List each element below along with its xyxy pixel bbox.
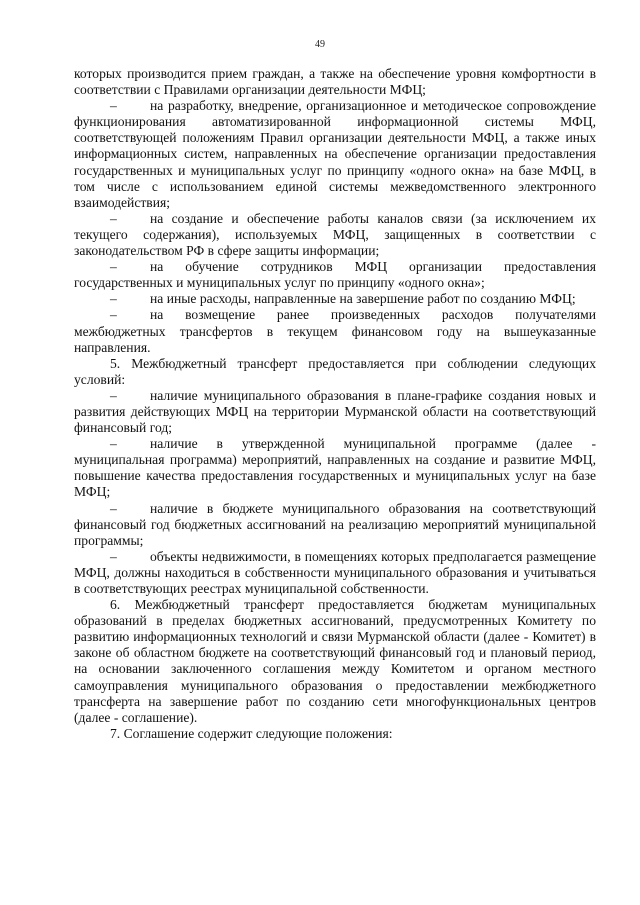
numbered-paragraph: 5. Межбюджетный трансферт предоставляется при соблюдении следующих условий:: [74, 355, 596, 387]
list-item-dash: [74, 291, 596, 307]
numbered-paragraph: 7. Соглашение содержит следующие положения:: [110, 725, 393, 741]
list-item-text: наличие в утвержденной муниципальной программе (далее - муниципальная программа) мероприятий, направленных на создание и развитие МФЦ, повышение качества предоставления государственных и муниципальных услуг на базе МФЦ;: [74, 436, 596, 500]
list-item-dash: [74, 98, 596, 211]
list-item-text: на разработку, внедрение, организационное и методическое сопровождение функционирования автоматизированной информационной системы МФЦ, соответствующей положениям Правил организации деятельности МФЦ, а также иных информационных систем, направленных на обеспечение организации предоставления государственных и муниципальных услуг по принципу «одного окна» на базе МФЦ, в том числе с использованием единой системы межведомственного электронного взаимодействия;: [74, 98, 596, 210]
dash-marker: –: [110, 387, 117, 403]
numbered-paragraph: 6. Межбюджетный трансферт предоставляется бюджетам муниципальных образований в пределах бюджетных ассигнований, предусмотренных Комитету по развитию информационных технологий и связи Мурманской области (далее - Комитет) в законе об областном бюджете на соответствующий финансовый год и плановый период, на основании заключенного соглашения между Комитетом и органом местного самоуправления муниципального образования о предоставлении межбюджетного трансферта на завершение работ по созданию сети многофункциональных центров (далее - соглашение).: [74, 597, 596, 725]
paragraph-continuation: которых производится прием граждан, а также на обеспечение уровня комфортности в соответствии с Правилами организации деятельности МФЦ;: [74, 66, 596, 98]
list-item-text: наличие в бюджете муниципального образования на соответствующий финансовый год бюджетных ассигнований на реализацию мероприятий муниципальной программы;: [74, 500, 596, 548]
list-item-text: на иные расходы, направленные на завершение работ по созданию МФЦ;: [150, 291, 576, 307]
dash-marker: –: [110, 500, 117, 516]
list-item-dash: [74, 549, 596, 597]
list-item-dash: [74, 307, 596, 355]
list-item-dash: [74, 388, 596, 436]
dash-marker: –: [110, 98, 117, 114]
dash-marker: –: [110, 259, 117, 275]
list-item-dash: [74, 259, 596, 291]
list-item-text: на создание и обеспечение работы каналов связи (за исключением их текущего содержания), используемых МФЦ, защищенных в соответствии с законодательством РФ в сфере защиты информации;: [74, 210, 596, 259]
page-number: 49: [315, 39, 325, 50]
dash-marker: –: [110, 548, 117, 564]
list-item-text: объекты недвижимости, в помещениях которых предполагается размещение МФЦ, должны находиться в собственности муниципального образования и учитываться в соответствующих реестрах муниципальной собственности.: [74, 548, 596, 596]
dash-marker: –: [110, 307, 117, 323]
list-item-text: на обучение сотрудников МФЦ организации предоставления государственных и муниципальных услуг по принципу «одного окна»;: [74, 259, 596, 291]
document-body: [74, 66, 596, 742]
list-item-dash: [74, 436, 596, 500]
list-item-dash: [74, 501, 596, 549]
dash-marker: –: [110, 436, 117, 452]
list-item-text: на возмещение ранее произведенных расходов получателями межбюджетных трансфертов в текущем финансовом году на вышеуказанные направления.: [74, 307, 596, 355]
dash-marker: –: [110, 210, 117, 226]
dash-marker: –: [110, 291, 117, 307]
list-item-text: наличие муниципального образования в плане-графике создания новых и развития действующих МФЦ на территории Мурманской области на соответствующий финансовый год;: [74, 387, 596, 436]
list-item-dash: [74, 211, 596, 259]
